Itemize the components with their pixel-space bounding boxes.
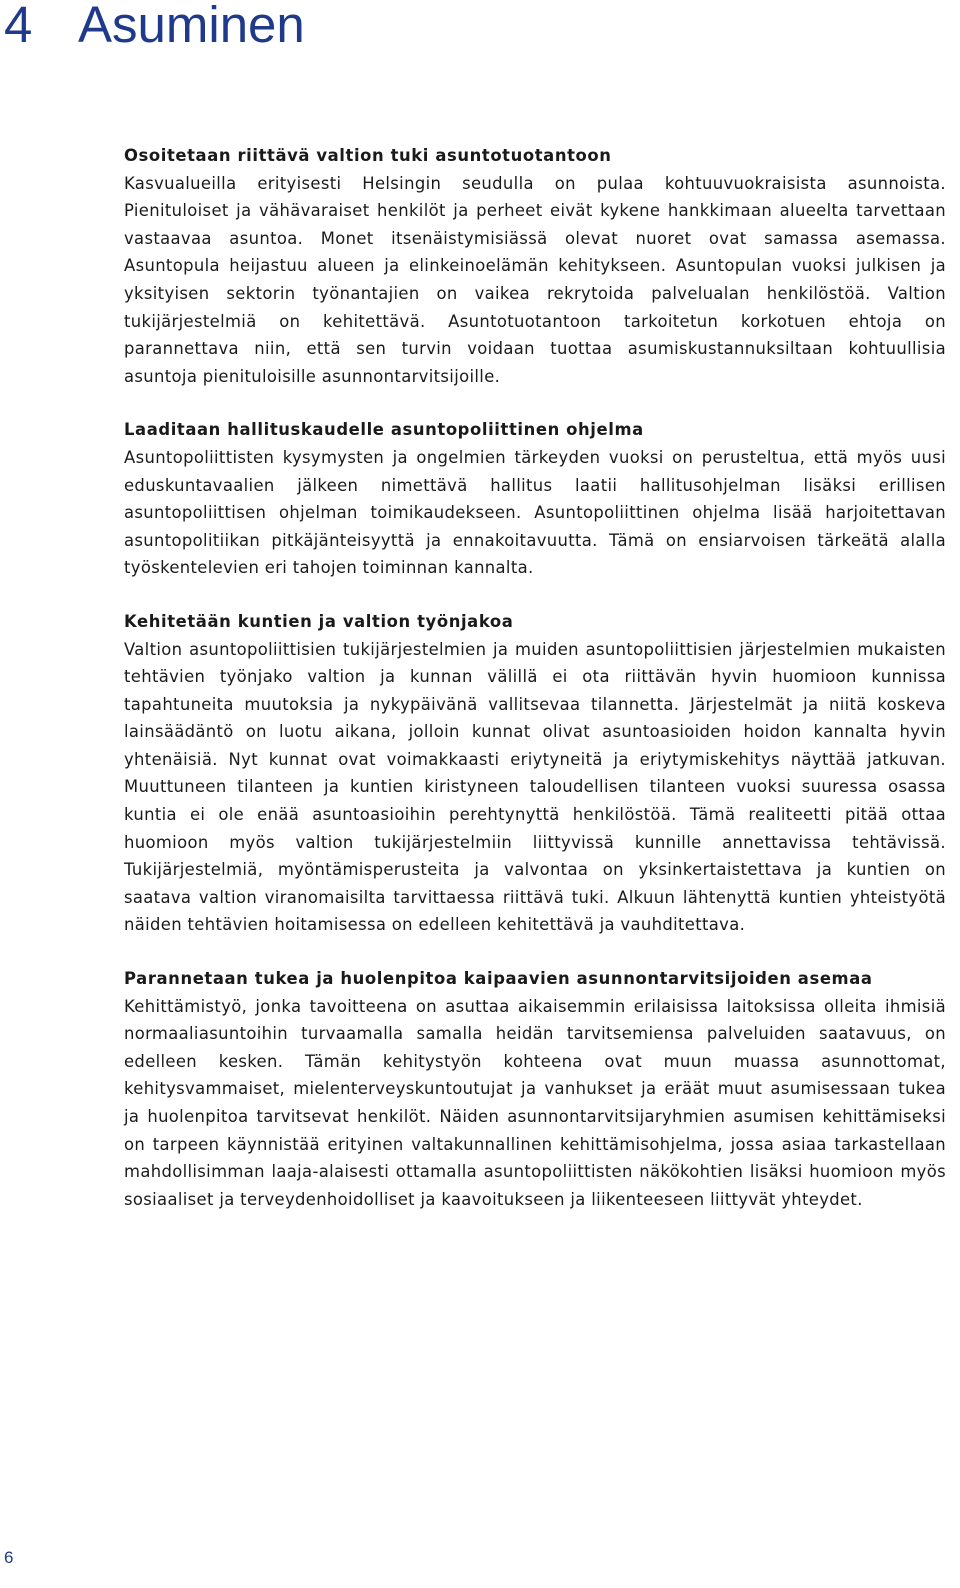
section-heading: Parannetaan tukea ja huolenpitoa kaipaavien asunnontarvitsijoiden asemaa [124,969,873,989]
section-special-needs-housing [124,965,946,1213]
section-division-of-labour [124,608,946,939]
document-body [124,142,946,1239]
section-paragraph: Kasvualueilla erityisesti Helsingin seudulla on pulaa kohtuuvuokraisista asunnoista. Pienituloiset ja vähävaraiset henkilöt ja perheet eivät kykene hankkimaan alueelta tarvettaan vastaavaa asuntoa. Monet itsenäistymisiässä olevat nuoret ovat samassa asemassa. Asuntopula heijastuu alueen ja elinkeinoelämän kehitykseen. Asuntopulan vuoksi julkisen ja yksityisen sektorin työnantajien on vaikea rekrytoida palvelualan henkilöstöä. Valtion tukijärjestelmiä on kehitettävä. Asuntotuotantoon tarkoitetun korkotuen ehtoja on parannettava niin, että sen turvin voidaan tuottaa asumiskustannuksiltaan kohtuullisia asuntoja pienituloisille asunnontarvitsijoille. [124,173,946,386]
section-housing-production [124,142,946,390]
section-heading: Laaditaan hallituskaudelle asuntopoliittinen ohjelma [124,420,644,440]
chapter-title-text: Asuminen [78,0,305,53]
chapter-title [4,0,305,56]
section-paragraph: Valtion asuntopoliittisien tukijärjestelmien ja muiden asuntopoliittisien järjestelmien mukaisten tehtävien työnjako valtion ja kunnan välillä ei ota riittävän hyvin huomioon kunnissa tapahtuneita muutoksia ja nykypäivänä vallitsevaa tilannetta. Järjestelmät ja niitä koskeva lainsäädäntö on luotu aikana, jolloin kunnat olivat asuntoasioiden hoidon kannalta hyvin yhtenäisiä. Nyt kunnat ovat voimakkaasti eriytyneitä ja eriytymiskehitys näyttää jatkuvan. Muuttuneen tilanteen ja kuntien kiristyneen taloudellisen tilanteen vuoksi suuressa osassa kuntia ei ole enää asuntoasioihin perehtynyttä henkilöstöä. Tämä realiteetti pitää ottaa huomioon myös valtion tukijärjestelmiin liittyvissä kunnille annettavissa tehtävissä. Tukijärjestelmiä, myöntämisperusteita ja valvontaa on yksinkertaistettava ja kuntien on saatava valtion viranomaisilta tarvittaessa riittävä tuki. Alkuun lähtenyttä kuntien yhteistyötä näiden tehtävien hoitamisessa on edelleen kehitettävä ja vauhditettava. [124,639,946,935]
section-heading: Kehitetään kuntien ja valtion työnjakoa [124,611,514,631]
section-paragraph: Kehittämistyö, jonka tavoitteena on asuttaa aikaisemmin erilaisissa laitoksissa olleita ihmisiä normaaliasuntoihin turvaamalla samalla heidän tarvitsemiensa palveluiden saatavuus, on edelleen kesken. Tämän kehitystyön kohteena ovat muun muassa asunnottomat, kehitysvammaiset, mielenterveyskuntoutujat ja vanhukset ja eräät muut asumisessaan tukea ja huolenpitoa tarvitsevat henkilöt. Näiden asunnontarvitsijaryhmien asumisen kehittämiseksi on tarpeen käynnistää erityinen valtakunnallinen kehittämisohjelma, jossa asiaa tarkastellaan mahdollisimman laaja-alaisesti ottamalla asuntopoliittisten näkökohtien lisäksi huomioon myös sosiaaliset ja terveydenhoidolliset ja kaavoitukseen ja liikenteeseen liittyvät yhteydet. [124,996,946,1209]
chapter-number: 4 [4,0,33,53]
section-housing-program [124,416,946,582]
section-heading: Osoitetaan riittävä valtion tuki asuntotuotantoon [124,146,612,165]
page-number: 6 [4,1548,14,1567]
section-paragraph: Asuntopoliittisten kysymysten ja ongelmien tärkeyden vuoksi on perusteltua, että myös uusi eduskuntavaalien jälkeen nimettävä hallitus laatii hallitusohjelman lisäksi erillisen asuntopoliittisen ohjelman toimikaudekseen. Asuntopoliittinen ohjelma lisää harjoitettavan asuntopolitiikan pitkäjänteisyyttä ja ennakoitavuutta. Tämä on ensiarvoisen tärkeätä alalla työskentelevien eri tahojen toiminnan kannalta. [124,447,946,578]
